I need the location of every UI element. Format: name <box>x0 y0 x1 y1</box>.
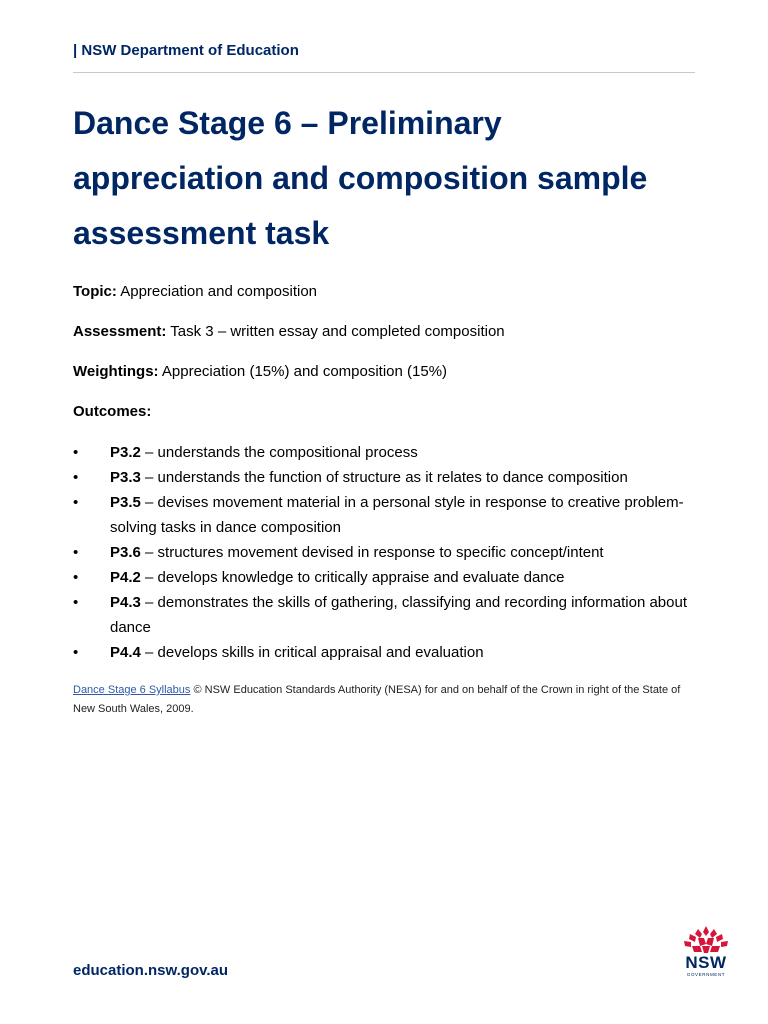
weightings-line <box>73 362 695 382</box>
outcome-text: – understands the compositional process <box>145 444 418 461</box>
outcome-code: P4.3 <box>110 594 141 611</box>
list-item <box>73 590 695 640</box>
bullet-icon: • <box>73 544 79 561</box>
weightings-label: Weightings: <box>73 363 159 380</box>
list-item <box>73 640 695 665</box>
outcome-code: P3.2 <box>110 444 141 461</box>
department-header: | NSW Department of Education <box>73 42 299 59</box>
source-note <box>73 681 695 719</box>
outcome-text: – understands the function of structure as it relates to dance composition <box>145 469 628 486</box>
list-item <box>73 465 695 490</box>
outcome-code: P3.3 <box>110 469 141 486</box>
list-item <box>73 490 695 540</box>
list-item <box>73 565 695 590</box>
logo-wordmark: NSW <box>685 953 727 972</box>
bullet-icon: • <box>73 594 79 611</box>
topic-label: Topic: <box>73 283 117 300</box>
page-title: Dance Stage 6 – Preliminary appreciation and composition sample assessment task <box>73 105 648 251</box>
bullet-icon: • <box>73 444 79 461</box>
outcome-text: – demonstrates the skills of gathering, classifying and recording information about dance <box>110 594 687 636</box>
bullet-icon: • <box>73 569 79 586</box>
outcome-text: – structures movement devised in response to specific concept/intent <box>145 544 604 561</box>
source-text: © NSW Education Standards Authority (NESA) for and on behalf of the Crown in right of the State of New South Wales, 2009. <box>73 684 681 715</box>
outcome-code: P3.5 <box>110 494 141 511</box>
outcome-code: P4.4 <box>110 644 141 661</box>
outcomes-heading <box>73 402 695 422</box>
bullet-icon: • <box>73 494 79 511</box>
header-divider <box>73 72 695 73</box>
syllabus-link[interactable]: Dance Stage 6 Syllabus <box>73 684 191 696</box>
topic-line <box>73 282 695 302</box>
logo-subtext: GOVERNMENT <box>686 972 726 977</box>
waratah-icon <box>678 924 734 956</box>
topic-value: Appreciation and composition <box>120 283 318 300</box>
nsw-government-logo <box>678 924 734 982</box>
outcome-code: P3.6 <box>110 544 141 561</box>
assessment-value: Task 3 – written essay and completed composition <box>170 323 505 340</box>
assessment-line <box>73 322 695 342</box>
bullet-icon: • <box>73 644 79 661</box>
list-item <box>73 540 695 565</box>
list-item <box>73 440 695 465</box>
outcome-text: – develops knowledge to critically appraise and evaluate dance <box>145 569 565 586</box>
footer-url: education.nsw.gov.au <box>73 962 229 979</box>
outcomes-label: Outcomes: <box>73 403 152 420</box>
weightings-value: Appreciation (15%) and composition (15%) <box>161 363 448 380</box>
assessment-label: Assessment: <box>73 323 167 340</box>
outcome-text: – devises movement material in a personal style in response to creative problem-solving tasks in dance composition <box>110 494 684 536</box>
outcome-text: – develops skills in critical appraisal and evaluation <box>145 644 484 661</box>
outcome-code: P4.2 <box>110 569 141 586</box>
outcomes-list <box>73 440 695 665</box>
bullet-icon: • <box>73 469 79 486</box>
